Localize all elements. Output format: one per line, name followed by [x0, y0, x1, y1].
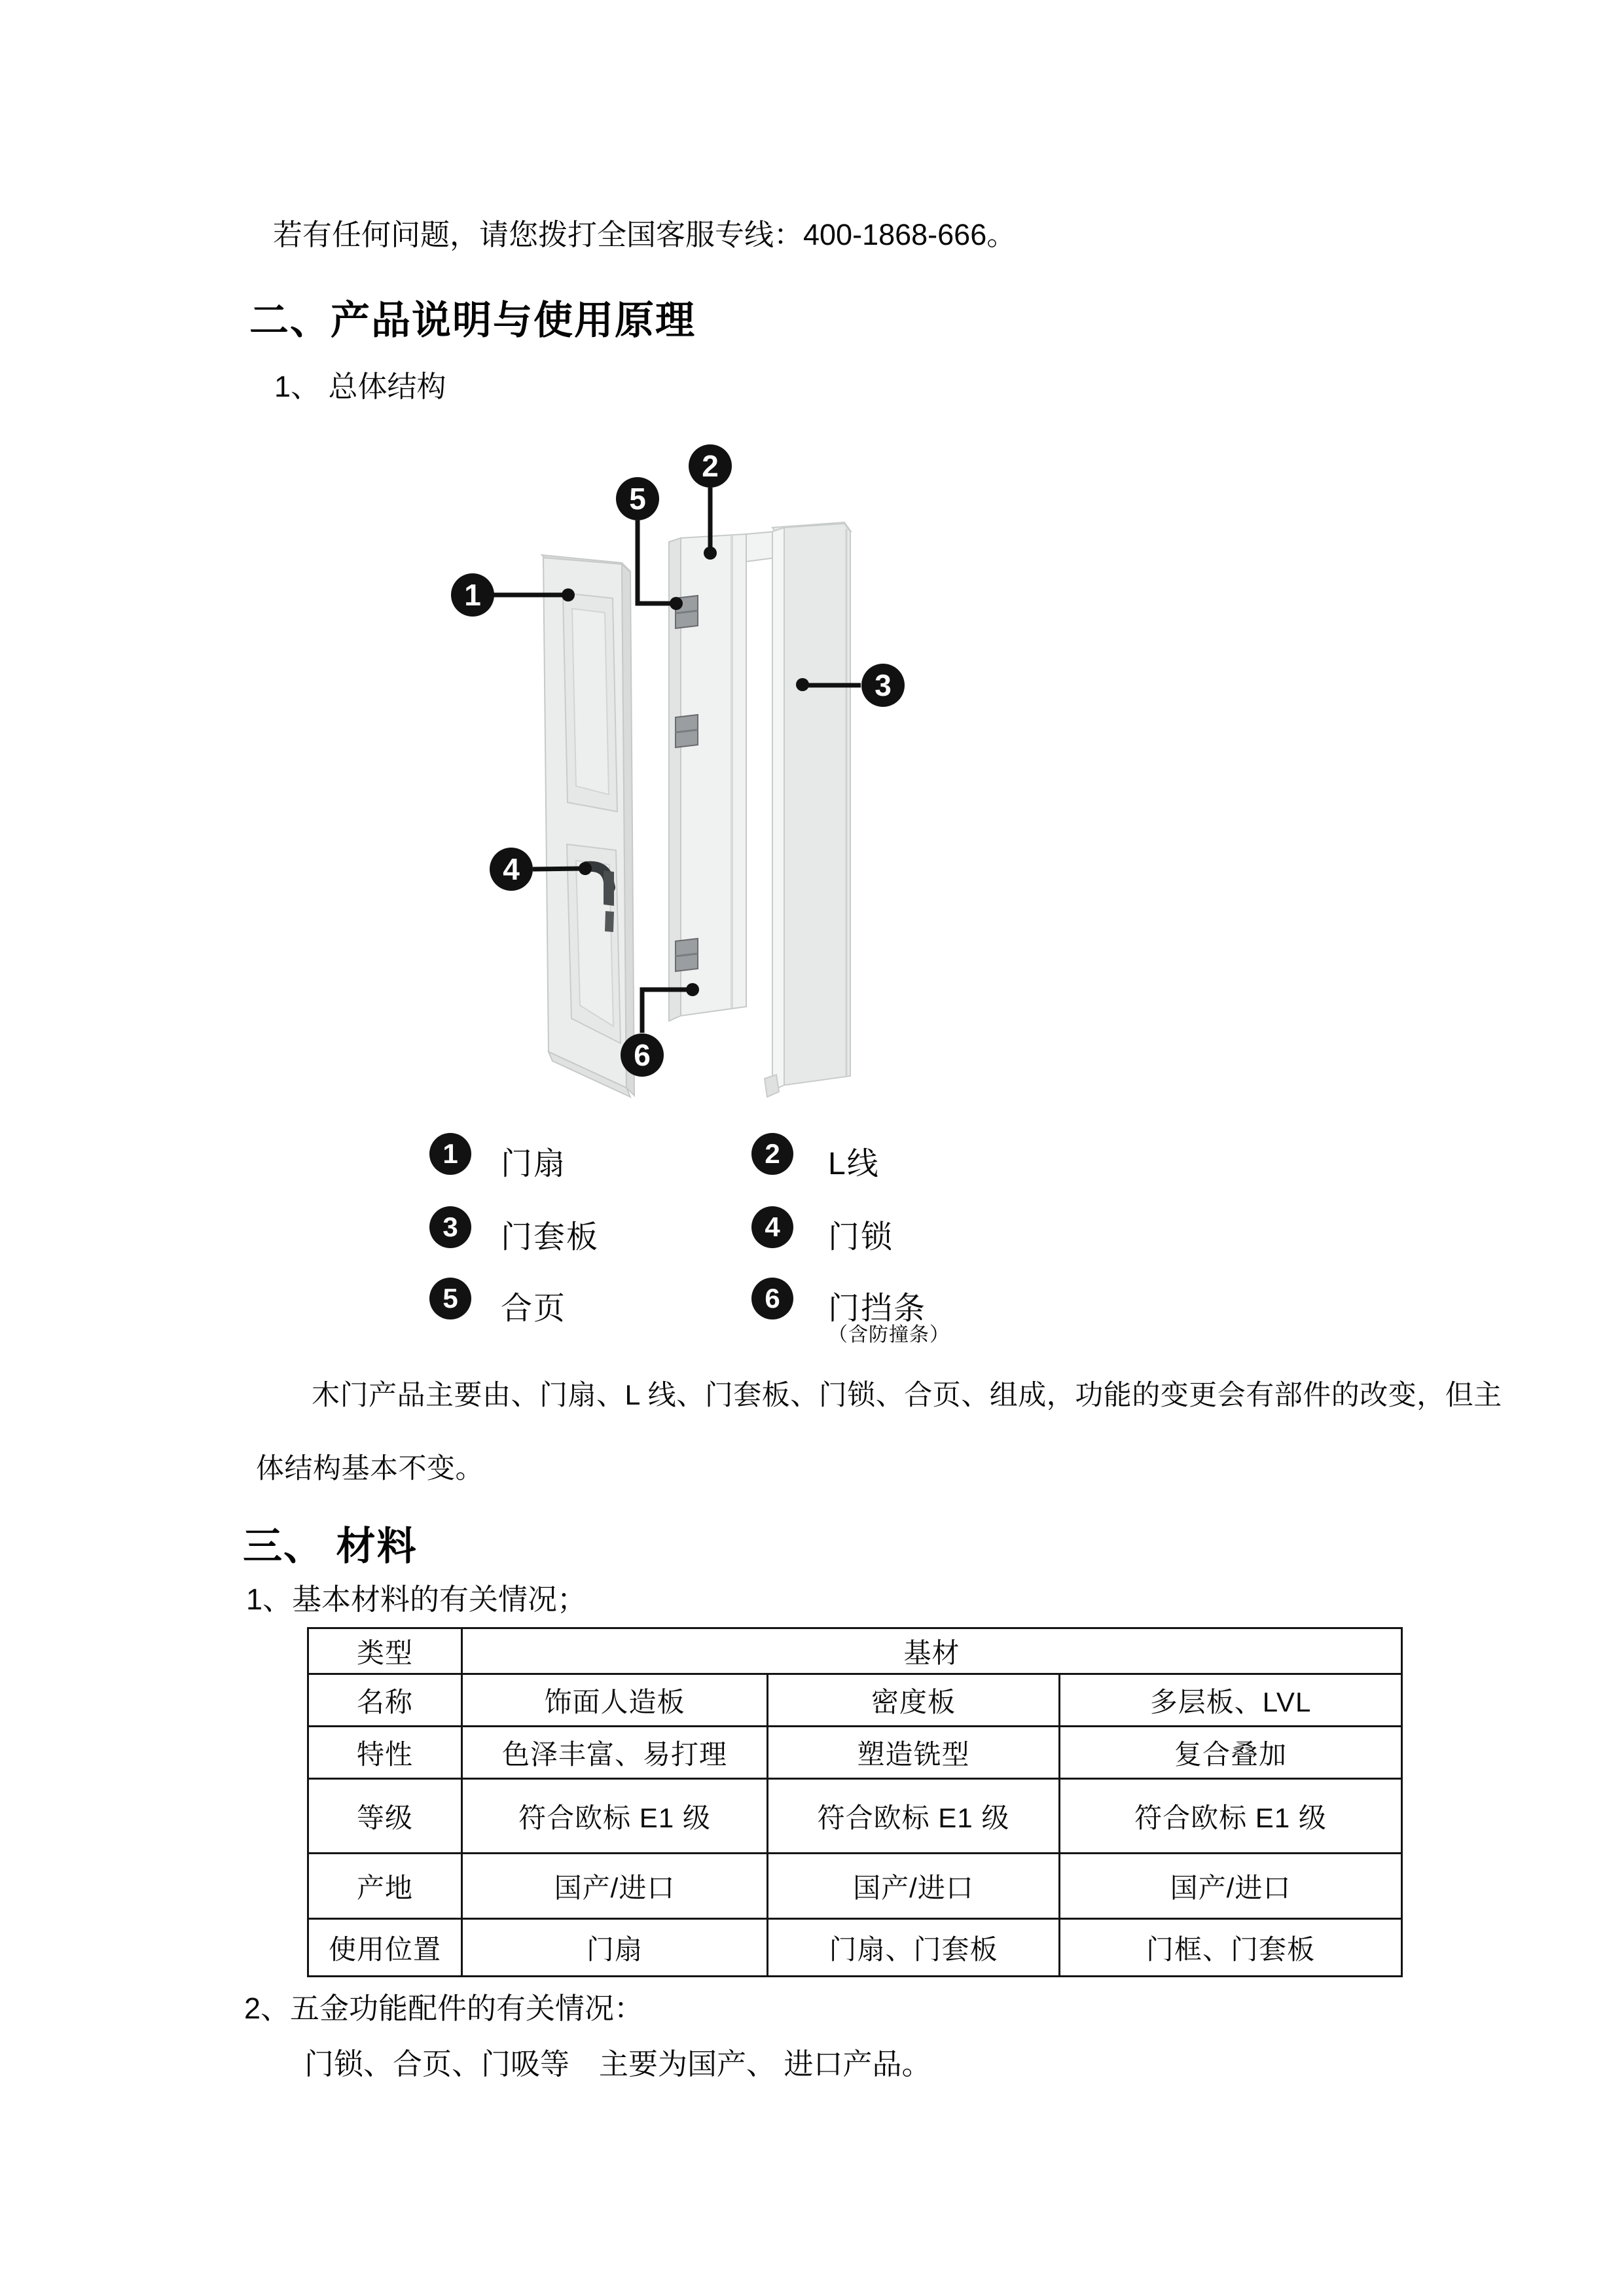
row-label: 产地 [308, 1854, 462, 1919]
materials-table [307, 1627, 1403, 1977]
casing-edge-face [772, 528, 784, 1090]
table-row-feature [308, 1727, 1402, 1779]
table-cell: 密度板 [768, 1674, 1060, 1727]
casing-foot [765, 1075, 779, 1097]
legend-6-label: 门挡条 [828, 1291, 927, 1326]
casing-front-face [784, 524, 850, 1085]
door-jamb-illustration [669, 531, 776, 1021]
door-leaf-illustration [542, 555, 634, 1097]
door-handle-plate [604, 870, 614, 906]
legend-4-badge: 4 [751, 1206, 793, 1248]
table-cell: 门框、门套板 [1060, 1919, 1402, 1977]
table-cell: 国产/进口 [462, 1854, 768, 1919]
hardware-note-line: 门锁、合页、门吸等 主要为国产、 进口产品。 [304, 2047, 931, 2081]
table-cell: 门扇、门套板 [768, 1919, 1060, 1977]
callout-4-number: 4 [503, 852, 520, 886]
legend-4-label: 门锁 [828, 1220, 894, 1255]
row-label: 名称 [308, 1674, 462, 1727]
callout-3-number: 3 [875, 668, 892, 702]
legend-6-note: （含防撞条） [828, 1324, 950, 1346]
table-cell: 塑造铣型 [768, 1727, 1060, 1779]
section-2-sub-structure: 1、 总体结构 [274, 370, 446, 403]
hinge-middle-icon [676, 715, 698, 747]
row-label: 使用位置 [308, 1919, 462, 1977]
door-structure-diagram [406, 424, 936, 1126]
table-row-position [308, 1919, 1402, 1977]
legend-5-label: 合页 [501, 1291, 567, 1326]
legend-2-label: L线 [828, 1147, 880, 1181]
section-3-heading: 三、 材料 [243, 1524, 418, 1568]
legend-3-badge: 3 [429, 1206, 471, 1248]
table-cell: 多层板、LVL [1060, 1674, 1402, 1727]
structure-paragraph-line1: 木门产品主要由、门扇、L 线、门套板、门锁、合页、组成，功能的变更会有部件的改变，但主 [312, 1380, 1502, 1411]
table-cell: 色泽丰富、易打理 [462, 1727, 768, 1779]
table-span-header-cell: 基材 [462, 1628, 1402, 1674]
table-cell: 符合欧标 E1 级 [462, 1779, 768, 1854]
table-cell: 国产/进口 [1060, 1854, 1402, 1919]
legend-3-label: 门套板 [501, 1220, 600, 1255]
callout-2-number: 2 [702, 449, 719, 483]
hinge-bottom-icon [676, 939, 698, 971]
table-cell: 饰面人造板 [462, 1674, 768, 1727]
table-row-header [308, 1628, 1402, 1674]
table-row-origin [308, 1854, 1402, 1919]
table-row-name [308, 1674, 1402, 1727]
table-cell: 国产/进口 [768, 1854, 1060, 1919]
table-corner-cell: 类型 [308, 1628, 462, 1674]
section-3-sub-hardware: 2、五金功能配件的有关情况： [244, 1992, 644, 2025]
legend-1-label: 门扇 [501, 1147, 567, 1181]
structure-paragraph-line2: 体结构基本不变。 [256, 1453, 484, 1484]
table-cell: 门扇 [462, 1919, 768, 1977]
callout-6-number: 6 [634, 1038, 651, 1072]
row-label: 特性 [308, 1727, 462, 1779]
table-cell: 符合欧标 E1 级 [1060, 1779, 1402, 1854]
legend-5-badge: 5 [429, 1278, 471, 1319]
callout-1-number: 1 [464, 578, 481, 612]
door-leaf-upper-panel-inner [572, 609, 609, 795]
table-row-grade [308, 1779, 1402, 1854]
callout-5-number: 5 [629, 482, 646, 516]
door-lock-body [605, 911, 614, 932]
section-3-sub-basic: 1、基本材料的有关情况； [246, 1583, 587, 1616]
row-label: 等级 [308, 1779, 462, 1854]
customer-service-line: 若有任何问题，请您拨打全国客服专线：400-1868-666。 [273, 218, 1017, 251]
door-casing-illustration [765, 522, 851, 1097]
legend-6-badge: 6 [751, 1278, 793, 1319]
legend-2-badge: 2 [751, 1133, 793, 1175]
legend-1-badge: 1 [429, 1133, 471, 1175]
table-cell: 复合叠加 [1060, 1727, 1402, 1779]
table-cell: 符合欧标 E1 级 [768, 1779, 1060, 1854]
section-2-heading: 二、产品说明与使用原理 [249, 298, 696, 342]
